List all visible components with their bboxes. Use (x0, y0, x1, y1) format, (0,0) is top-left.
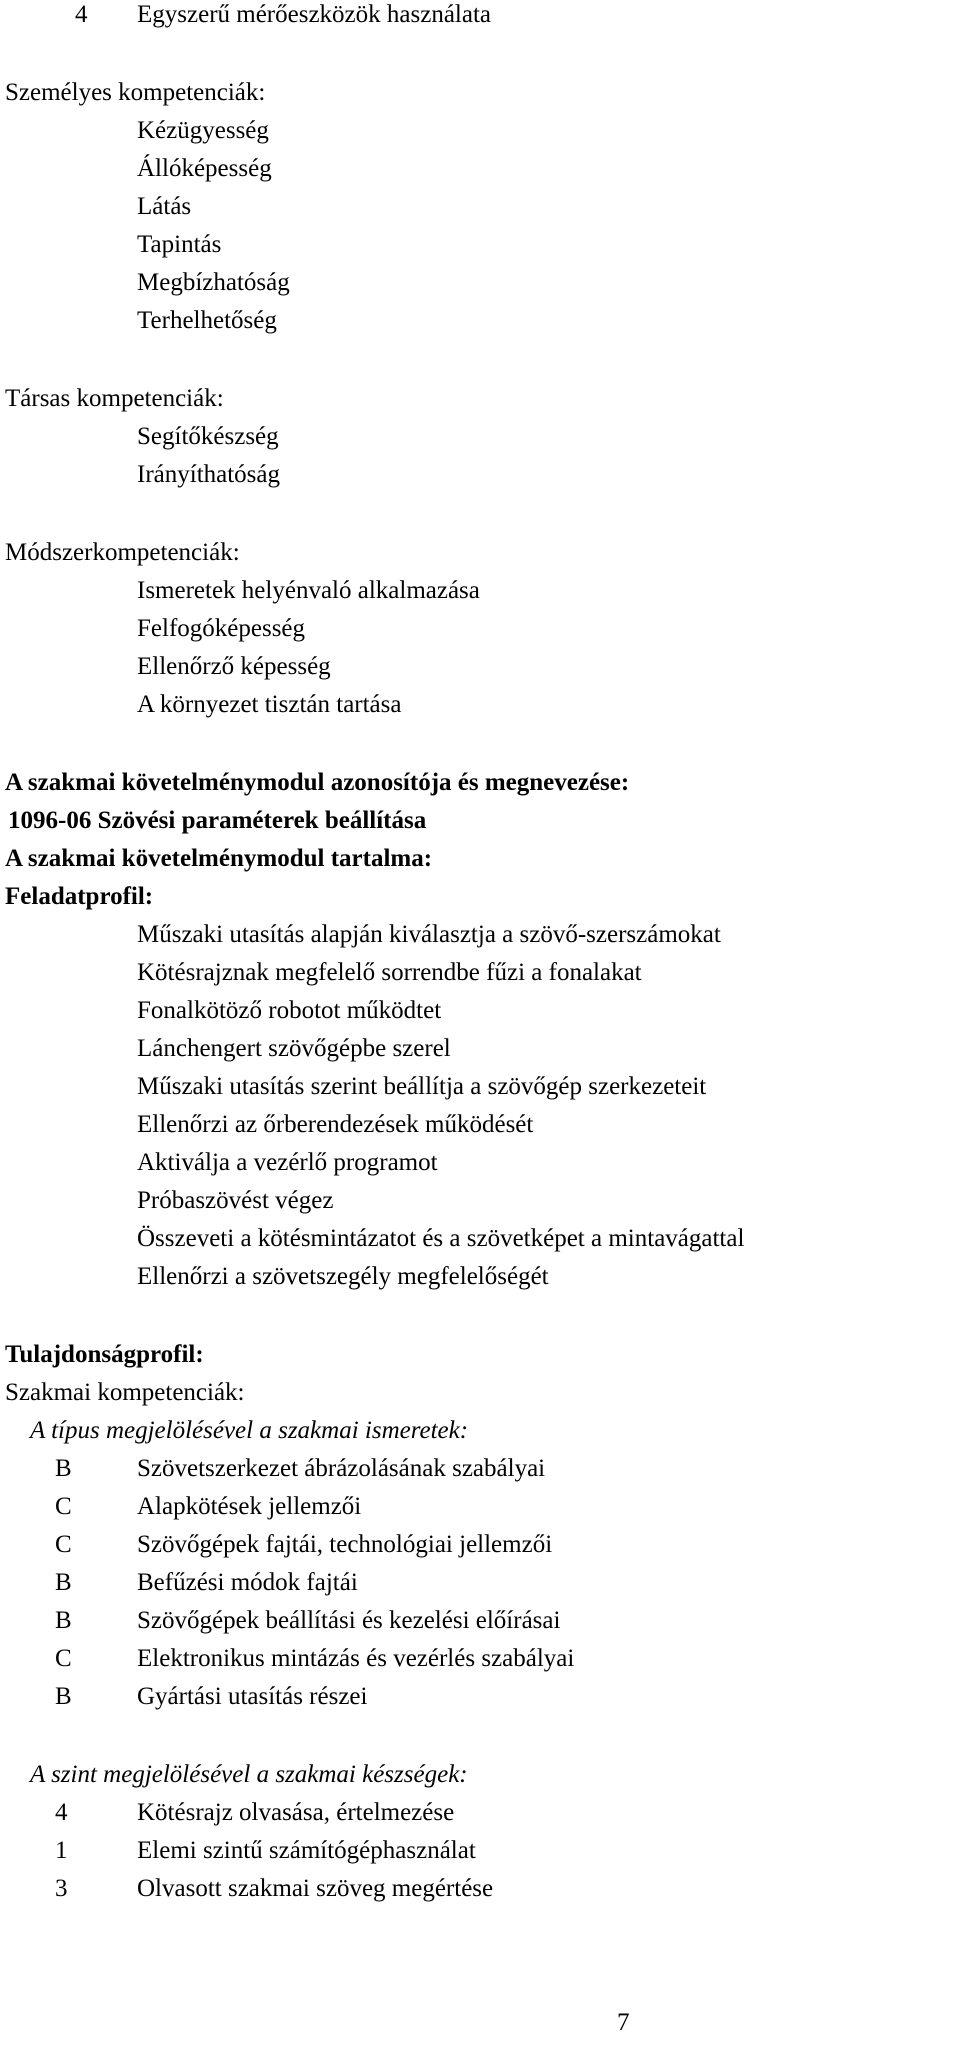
skill-text: Elemi szintű számítógéphasználat (137, 1837, 476, 1864)
task-item: Lánchengert szövőgépbe szerel (137, 1035, 451, 1062)
list-item: Kézügyesség (137, 117, 269, 144)
knowledge-code: B (55, 1569, 72, 1596)
skills-heading: A szint megjelölésével a szakmai készségek: (30, 1761, 468, 1788)
list-item: Látás (137, 193, 192, 220)
list-item: Felfogóképesség (137, 615, 306, 642)
knowledge-code: C (55, 1493, 72, 1520)
skill-code: 4 (55, 1799, 68, 1826)
module-id-heading: A szakmai követelménymodul azonosítója és megnevezése: (5, 769, 630, 796)
list-item: Segítőkészség (137, 423, 279, 450)
knowledge-text: Alapkötések jellemzői (137, 1493, 362, 1520)
knowledge-text: Szövőgépek fajtái, technológiai jellemzői (137, 1531, 553, 1558)
knowledge-code: C (55, 1645, 72, 1672)
knowledge-text: Elektronikus mintázás és vezérlés szabályai (137, 1645, 575, 1672)
knowledge-text: Befűzési módok fajtái (137, 1569, 358, 1596)
list-item: A környezet tisztán tartása (137, 691, 402, 718)
list-item: Állóképesség (137, 155, 272, 182)
list-item: Tapintás (137, 231, 222, 258)
professional-competences-label: Szakmai kompetenciák: (5, 1379, 245, 1406)
knowledge-text: Szövetszerkezet ábrázolásának szabályai (137, 1455, 546, 1482)
task-item: Kötésrajznak megfelelő sorrendbe fűzi a fonalakat (137, 959, 642, 986)
list-item: Ismeretek helyénvaló alkalmazása (137, 577, 480, 604)
skill-text: Olvasott szakmai szöveg megértése (137, 1875, 494, 1902)
task-item: Műszaki utasítás alapján kiválasztja a szövő-szerszámokat (137, 921, 721, 948)
task-item: Műszaki utasítás szerint beállítja a szövőgép szerkezeteit (137, 1073, 707, 1100)
skill-code: 3 (55, 1875, 68, 1902)
task-profile-heading: Feladatprofil: (5, 883, 154, 910)
list-item: Irányíthatóság (137, 461, 281, 488)
section-heading-personal: Személyes kompetenciák: (5, 79, 266, 106)
task-item: Fonalkötöző robotot működtet (137, 997, 442, 1024)
module-id-name: 1096-06 Szövési paraméterek beállítása (8, 807, 427, 834)
knowledge-text: Gyártási utasítás részei (137, 1683, 368, 1710)
task-item: Összeveti a kötésmintázatot és a szövetképet a mintavágattal (137, 1225, 745, 1252)
property-profile-heading: Tulajdonságprofil: (5, 1341, 204, 1368)
task-item: Ellenőrzi a szövetszegély megfelelőségét (137, 1263, 549, 1290)
skill-text: Kötésrajz olvasása, értelmezése (137, 1799, 455, 1826)
list-item: Terhelhetőség (137, 307, 277, 334)
first-item-text: Egyszerű mérőeszközök használata (137, 1, 492, 28)
skill-code: 1 (55, 1837, 68, 1864)
knowledge-heading: A típus megjelölésével a szakmai ismeretek: (30, 1417, 469, 1444)
knowledge-code: B (55, 1607, 72, 1634)
task-item: Aktiválja a vezérlő programot (137, 1149, 438, 1176)
task-item: Próbaszövést végez (137, 1187, 334, 1214)
knowledge-code: B (55, 1683, 72, 1710)
list-item: Megbízhatóság (137, 269, 290, 296)
knowledge-code: B (55, 1455, 72, 1482)
task-item: Ellenőrzi az őrberendezések működését (137, 1111, 534, 1138)
module-content-heading: A szakmai követelménymodul tartalma: (5, 845, 433, 872)
section-heading-social: Társas kompetenciák: (5, 385, 224, 412)
knowledge-text: Szövőgépek beállítási és kezelési előírásai (137, 1607, 561, 1634)
list-item: Ellenőrző képesség (137, 653, 331, 680)
first-item-code: 4 (75, 1, 88, 28)
section-heading-method: Módszerkompetenciák: (5, 539, 240, 566)
knowledge-code: C (55, 1531, 72, 1558)
page-number: 7 (617, 2009, 630, 2036)
